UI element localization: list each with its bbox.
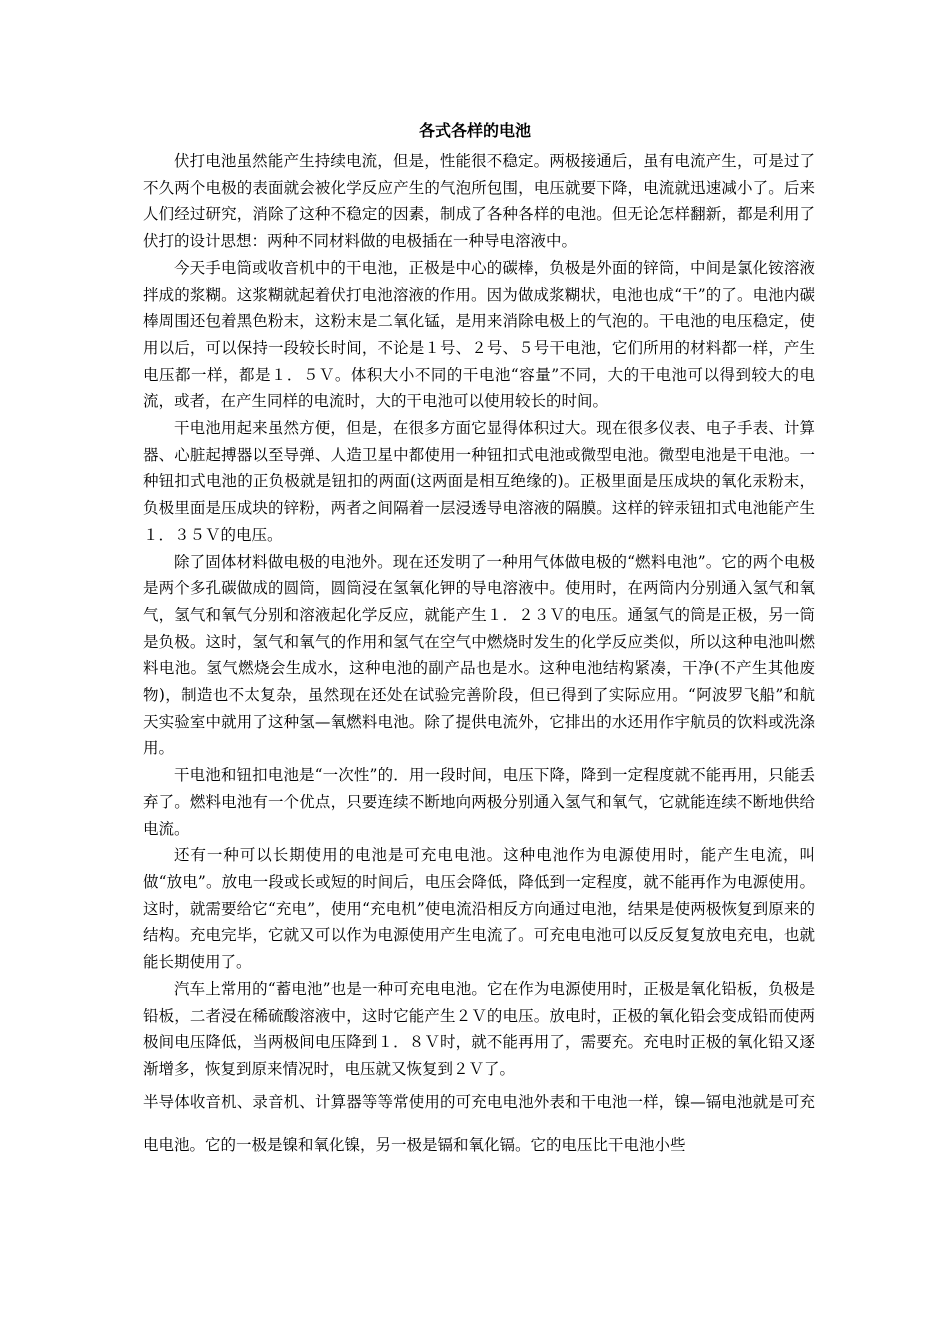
paragraph-fuel-cell: 除了固体材料做电极的电池外。现在还发明了一种用气体做电极的“燃料电池”。它的两个电极是两个多孔碳做成的圆筒，圆筒浸在氢氧化钾的导电溶液中。使用时，在两筒内分别通入氢气和氧气，氢气和氧气分别和溶液起化学反应，就能产生１．２３Ｖ的电压。通氢气的筒是正极，另一筒是负极。这时，氢气和氧气的作用和氢气在空气中燃烧时发生的化学反应类似，所以这种电池叫燃料电池。氢气燃烧会生成水，这种电池的副产品也是水。这种电池结构紧凑，干净(不产生其他废物)，制造也不太复杂，虽然现在还处在试验完善阶段，但已得到了实际应用。“阿波罗飞船”和航天实验室中就用了这种氢—氧燃料电池。除了提供电流外，它排出的水还用作宇航员的饮料或洗涤用。 xyxy=(143,552,815,758)
paragraph-lead-acid: 汽车上常用的“蓄电池”也是一种可充电电池。它在作为电源使用时，正极是氧化铅板，负极是铅板，二者浸在稀硫酸溶液中，这时它能产生２Ｖ的电压。放电时，正极的氧化铅会变成铅而使两极间电压降低，当两极间电压降到１．８Ｖ时，就不能再用了，需要充。充电时正极的氧化铅又逐渐增多，恢复到原来情况时，电压就又恢复到２Ｖ了。 xyxy=(143,979,815,1078)
paragraph-button-cell: 干电池用起来虽然方便，但是，在很多方面它显得体积过大。现在很多仪表、电子手表、计算器、心脏起搏器以至导弹、人造卫星中都使用一种钮扣式电池或微型电池。微型电池是干电池。一种钮扣式电池的正负极就是钮扣的两面(这两面是相互绝缘的)。正极里面是压成块的氧化汞粉末，负极里面是压成块的锌粉，两者之间隔着一层浸透导电溶液的隔膜。这样的锌汞钮扣式电池能产生１．３５Ｖ的电压。 xyxy=(143,419,815,544)
paragraph-dry-cell: 今天手电筒或收音机中的干电池，正极是中心的碳棒，负极是外面的锌筒，中间是氯化铵溶液拌成的浆糊。这浆糊就起着伏打电池溶液的作用。因为做成浆糊状，电池也成“干”的了。电池内碳棒周围还包着黑色粉末，这粉末是二氧化锰，是用来消除电极上的气泡的。干电池的电压稳定，使用以后，可以保持一段较长时间，不论是１号、２号、５号干电池，它们所用的材料都一样，产生电压都一样，都是１．５Ｖ。体积大小不同的干电池“容量”不同，大的干电池可以得到较大的电流，或者，在产生同样的电流时，大的干电池可以使用较长的时间。 xyxy=(143,258,815,411)
paragraph-nickel-cadmium: 半导体收音机、录音机、计算器等等常使用的可充电电池外表和干电池一样，镍—镉电池就是可充电电池。它的一极是镍和氧化镍，另一极是镉和氧化镉。它的电压比干电池小些 xyxy=(143,1092,815,1154)
paragraph-rechargeable: 还有一种可以长期使用的电池是可充电电池。这种电池作为电源使用时，能产生电流，叫做“放电”。放电一段或长或短的时间后，电压会降低，降低到一定程度，就不能再作为电源使用。这时，就需要给它“充电”，使用“充电机”使电流沿相反方向通过电池，结果是使两极恢复到原来的结构。充电完毕，它就又可以作为电源使用产生电流了。可充电电池可以反反复复放电充电，也就能长期使用了。 xyxy=(143,846,815,972)
paragraph-disposable: 干电池和钮扣电池是“一次性”的．用一段时间，电压下降，降到一定程度就不能再用，只能丢弃了。燃料电池有一个优点，只要连续不断地向两极分别通入氢气和氧气，它就能连续不断地供给电流。 xyxy=(143,766,815,838)
document-body xyxy=(143,148,815,1167)
paragraph-voltaic-cell: 伏打电池虽然能产生持续电流，但是，性能很不稳定。两极接通后，虽有电流产生，可是过了不久两个电极的表面就会被化学反应产生的气泡所包围，电压就要下降，电流就迅速减小了。后来人们经过研究，消除了这种不稳定的因素，制成了各种各样的电池。但无论怎样翻新，都是利用了伏打的设计思想：两种不同材料做的电极插在一种导电溶液中。 xyxy=(143,152,815,251)
document-title: 各式各样的电池 xyxy=(418,121,531,140)
